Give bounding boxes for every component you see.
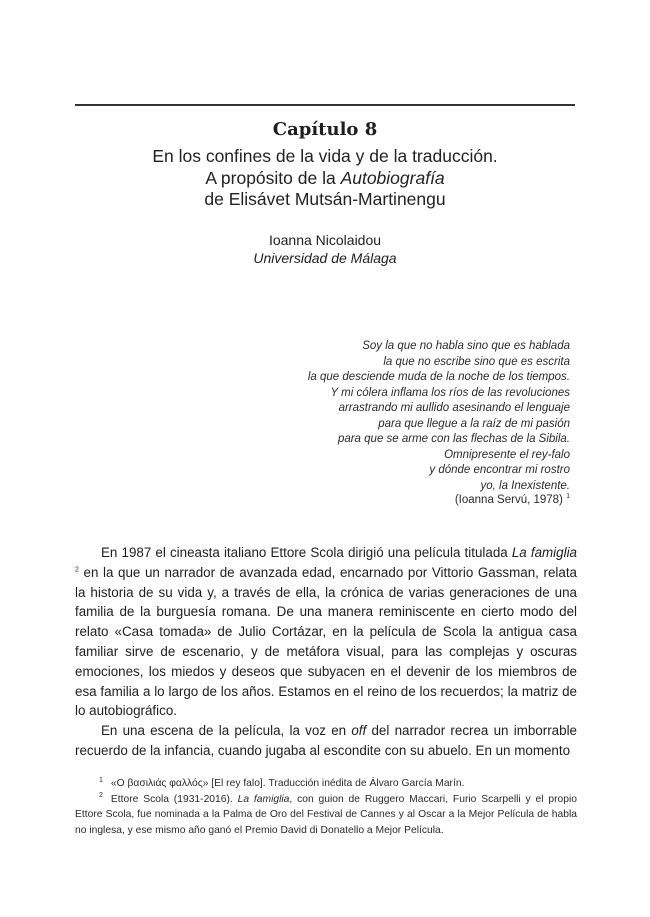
footnote-ref-1[interactable]: 1 <box>566 493 570 501</box>
poem-line: para que llegue a la raíz de mi pasión <box>378 417 570 430</box>
p2-text-a: En una escena de la película, la voz en <box>101 723 352 739</box>
poem-line: y dónde encontrar mi rostro <box>429 464 570 476</box>
paragraph-2 <box>75 721 577 761</box>
footnote-2-text-b: , con guion de Ruggero Maccari, Furio Scarpelli y el propio Ettore Scola, fue nominada a la Palma de Oro del Festival de Cannes y al Oscar a la Mejor Película de habla no inglesa, y ese mismo año ganó el Premio David di Donatello a Mejor Película. <box>75 793 577 837</box>
poem-line: Omnipresente el rey-falo <box>444 448 570 461</box>
title-line-2 <box>60 168 590 190</box>
poem-line: Y mi cólera inflama los ríos de las revoluciones <box>330 386 570 399</box>
poem-line: arrastrando mi aullido asesinando el lenguaje <box>338 402 570 414</box>
p1-text-a: En 1987 el cineasta italiano Ettore Scola dirigió una película titulada <box>101 545 512 560</box>
poem-line: yo, la Inexistente. <box>480 479 570 492</box>
epigraph-poem <box>250 339 570 494</box>
footnote-2-film: La famiglia <box>237 793 290 805</box>
title-book-name: Autobiografía <box>340 167 445 188</box>
footnote-2-number: 2 <box>99 792 103 800</box>
author-affiliation: Universidad de Málaga <box>253 250 397 266</box>
poem-line: para que se arme con las flechas de la Sibila. <box>337 433 570 445</box>
off-term: off <box>351 723 367 739</box>
film-title: La famiglia <box>511 545 577 560</box>
footnote-1 <box>75 776 577 792</box>
p1-text-b: en la que un narrador de avanzada edad, encarnado por Vittorio Gassman, relata la historia de su vida y, a través de ella, la crónica de varias generaciones de una familia de la burguesía romana. De una manera reminiscente en cierto modo del relato «Casa tomada» de Julio Cortázar, en la película de Scola la antigua casa familiar sirve de escenario, y de metáfora visual, para las complejas y oscuras emociones, los miedos y deseos que subyacen en el devenir de los miembros de esa familia a lo largo de los años. Estamos en el reino de los recuerdos; la matriz de lo autobiográfico. <box>75 564 577 719</box>
p2-text-b: del narrador recrea un imborrable recuerdo de la infancia, cuando jugaba al escondite con su abuelo. En un momento <box>75 723 577 758</box>
title-line-1: En los confines de la vida y de la traducción. <box>152 146 498 166</box>
footnote-2-text-a: Ettore Scola (1931-2016). <box>110 793 238 805</box>
title-line-2-text: A propósito de la <box>205 167 341 188</box>
citation-text: (Ioanna Servú, 1978) <box>454 494 563 506</box>
title-line-3: de Elisávet Mutsán-Martinengu <box>204 189 446 209</box>
paragraph-1 <box>75 543 577 721</box>
body-text <box>75 543 577 761</box>
poem-line: Soy la que no habla sino que es hablada <box>362 340 570 352</box>
poem-line: la que desciende muda de la noche de los tiempos. <box>307 371 570 383</box>
footnote-1-text: «Ο βασιλιάς φαλλός» [El rey falo]. Traducción inédita de Álvaro García Marín. <box>110 778 465 789</box>
author-block <box>60 231 590 267</box>
chapter-label: Capítulo 8 <box>272 119 378 140</box>
footnote-ref-2[interactable]: 2 <box>75 566 79 574</box>
footnote-2 <box>75 792 577 839</box>
header-rule <box>75 104 575 106</box>
footnotes <box>75 776 577 839</box>
chapter-title <box>60 146 590 211</box>
epigraph-citation <box>300 494 570 506</box>
footnote-1-number: 1 <box>99 776 103 784</box>
author-name: Ioanna Nicolaidou <box>268 232 382 248</box>
poem-line: la que no escribe sino que es escrita <box>383 355 570 368</box>
